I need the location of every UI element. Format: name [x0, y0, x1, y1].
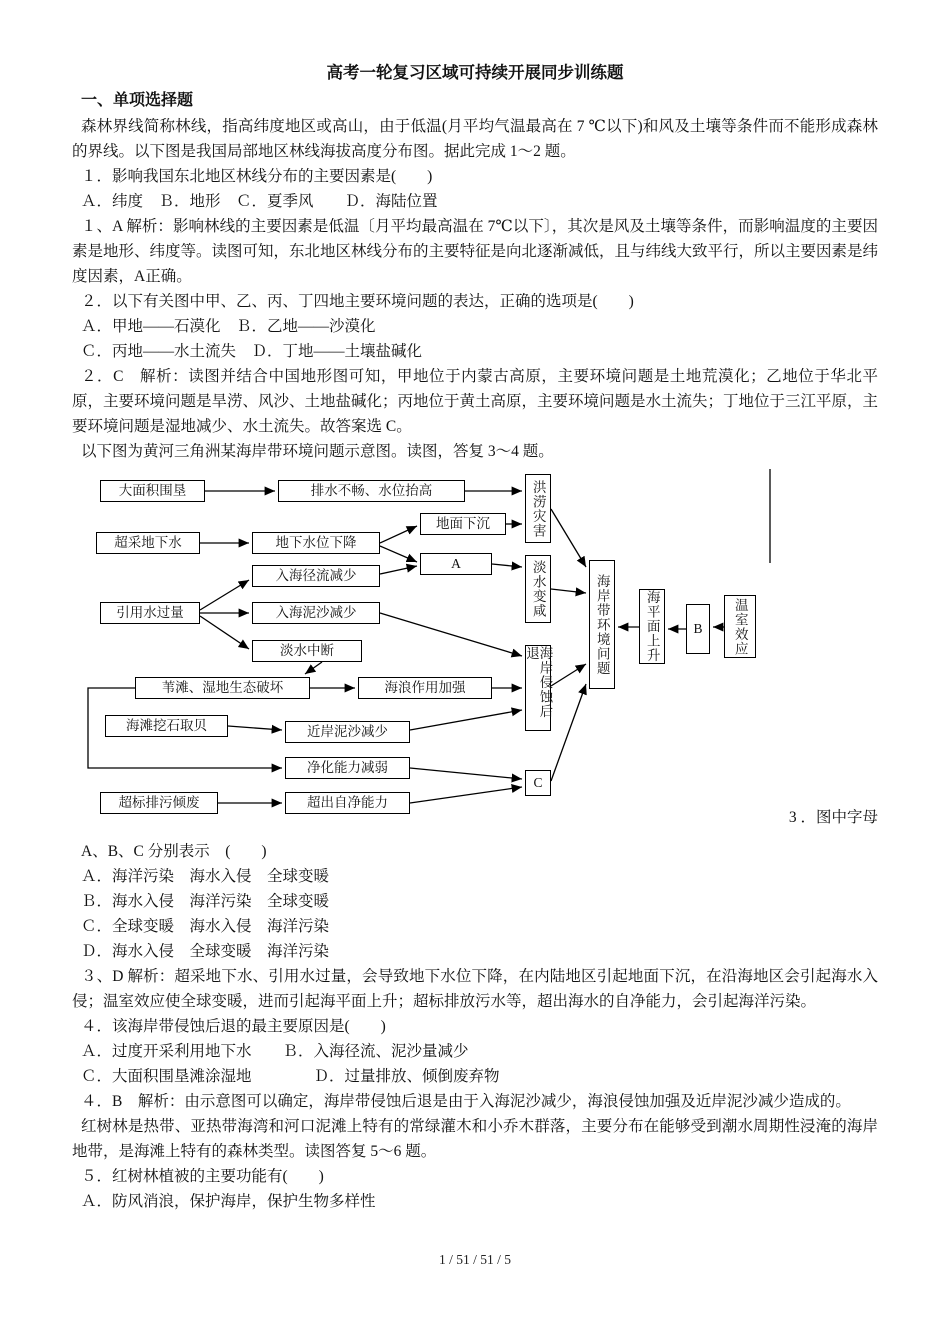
- flow-box-coastal-zone-problems: 海岸带环境问题: [589, 560, 615, 689]
- flow-box-groundwater-overdraft: 超采地下水: [96, 532, 200, 554]
- flowchart: [85, 467, 785, 839]
- flow-box-coast-erosion-retreat: 海岸侵蚀后退: [525, 645, 551, 731]
- flow-arrow: [380, 613, 522, 656]
- q3-stem-part1: 3 ．图中字母: [788, 809, 878, 826]
- q5-stem: ５．红树林植被的主要功能有( ): [81, 1168, 324, 1185]
- q2-options-ab: Ａ．甲地——石漠化 Ｂ．乙地——沙漠化: [81, 318, 376, 335]
- flow-arrow: [380, 546, 417, 562]
- flow-arrow: [200, 616, 249, 649]
- document-title: 高考一轮复习区域可持续开展同步训练题: [326, 63, 624, 82]
- section-heading: 一、单项选择题: [81, 92, 194, 109]
- flow-box-water-diversion-excess: 引用水过量: [100, 602, 200, 624]
- q4-stem: ４．该海岸带侵蚀后退的最主要原因是( ): [81, 1018, 386, 1035]
- q3-option-b: Ｂ．海水入侵 海洋污染 全球变暖: [81, 893, 330, 910]
- flow-box-wave-action-strengthen: 海浪作用加强: [358, 677, 492, 699]
- flow-arrow: [305, 662, 322, 674]
- flow-box-flood-disaster: 洪涝灾害: [525, 474, 551, 543]
- intro-mangrove: 红树林是热带、亚热带海湾和河口泥滩上特有的常绿灌木和小乔木群落，主要分布在能够受到潮水周期性浸淹的海岸地带，是海滩上特有的森林类型。读图答复 5～6 题。: [72, 1118, 878, 1160]
- flow-box-large-area-reclamation: 大面积围垦: [100, 480, 205, 502]
- coastal-problems-diagram: [72, 467, 878, 839]
- q2-stem: ２．以下有关图中甲、乙、丙、丁四地主要环境问题的表达，正确的选项是( ): [81, 293, 634, 310]
- flow-box-letter-c: C: [525, 770, 551, 796]
- flow-arrow: [380, 526, 417, 543]
- flow-box-purification-weaken: 净化能力减弱: [285, 757, 410, 779]
- q3-stem-part2: A、B、C 分别表示 ( ): [81, 843, 267, 860]
- flow-box-sewage-waste-dumping: 超标排污倾废: [100, 792, 218, 814]
- q1-answer-explanation: １、A 解析：影响林线的主要因素是低温〔月平均最高温在 7℃以下〕，其次是风及土壤等条件，而影响温度的主要因素是地形、纬度等。读图可知，东北地区林线分布的主要特征是向北逐渐减低，且与纬线大致平行，所以主要因素是纬度因素，A正确。: [72, 218, 879, 285]
- flow-box-freshwater-cutoff: 淡水中断: [252, 640, 362, 662]
- flow-arrow: [200, 580, 249, 610]
- q1-options: Ａ．纬度 Ｂ．地形 Ｃ．夏季风 Ｄ．海陆位置: [81, 193, 438, 210]
- flow-box-letter-b: B: [686, 604, 710, 654]
- flow-box-beach-stone-shell-digging: 海滩挖石取贝: [105, 715, 228, 737]
- intro-diagram: 以下图为黄河三角洲某海岸带环境问题示意图。读图，答复 3～4 题。: [81, 443, 554, 460]
- q5-option-a: Ａ．防风消浪，保护海岸，保护生物多样性: [81, 1193, 376, 1210]
- flow-box-poor-drainage-water-rise: 排水不畅、水位抬高: [278, 480, 465, 502]
- flow-arrow: [410, 768, 522, 779]
- flow-box-wetland-ecology-destruction: 苇滩、湿地生态破坏: [135, 677, 310, 699]
- flow-box-sea-level-rise: 海平面上升: [639, 589, 665, 664]
- q4-answer-explanation: ４．B 解析：由示意图可以确定，海岸带侵蚀后退是由于入海泥沙减少，海浪侵蚀加强及近岸泥沙减少造成的。: [81, 1093, 851, 1110]
- q3-option-a: Ａ．海洋污染 海水入侵 全球变暖: [81, 868, 330, 885]
- flow-arrow: [492, 564, 522, 567]
- flow-arrow: [551, 509, 586, 567]
- q1-stem: １．影响我国东北地区林线分布的主要因素是( ): [81, 168, 433, 185]
- flow-arrow: [228, 726, 282, 730]
- q3-option-d: Ｄ．海水入侵 全球变暖 海洋污染: [81, 943, 330, 960]
- intro-forest-line: 森林界线简称林线，指高纬度地区或高山，由于低温(月平均气温最高在 7 ℃以下)和风及土壤等条件而不能形成森林的界线。以下图是我国局部地区林线海拔高度分布图。据此完成 1～2 题。: [72, 118, 878, 160]
- flow-box-freshwater-salinization: 淡水变咸: [525, 555, 551, 623]
- q3-option-c: Ｃ．全球变暖 海水入侵 海洋污染: [81, 918, 330, 935]
- flow-arrow: [551, 589, 586, 593]
- flow-box-nearshore-sediment-decrease: 近岸泥沙减少: [285, 721, 410, 743]
- flow-arrow: [551, 664, 586, 686]
- flow-box-runoff-into-sea-decrease: 入海径流减少: [252, 565, 380, 587]
- flow-box-greenhouse-effect: 温室效应: [724, 595, 756, 658]
- flow-arrow: [410, 710, 522, 730]
- flow-box-ground-subsidence: 地面下沉: [420, 513, 506, 535]
- q2-options-cd: Ｃ．丙地——水土流失 Ｄ．丁地——土壤盐碱化: [81, 343, 423, 360]
- flow-arrow: [551, 684, 586, 781]
- q2-answer-explanation: ２．C 解析：读图并结合中国地形图可知，甲地位于内蒙古高原，主要环境问题是土地荒漠化；乙地位于华北平原，主要环境问题是旱涝、风沙、土地盐碱化；丙地位于黄土高原，主要环境问题是水土流失；丁地位于三江平原，主要环境问题是湿地减少、水土流失。故答案选 C。: [72, 368, 879, 435]
- flow-arrow: [380, 566, 417, 574]
- flow-arrow: [410, 787, 522, 803]
- flow-box-groundwater-level-drop: 地下水位下降: [252, 532, 380, 554]
- flow-box-letter-a: A: [420, 553, 492, 575]
- q4-options-cd: Ｃ．大面积围垦滩涂湿地 Ｄ．过量排放、倾倒废弃物: [81, 1068, 500, 1085]
- q4-options-ab: Ａ．过度开采利用地下水 Ｂ．入海径流、泥沙量减少: [81, 1043, 469, 1060]
- flow-box-exceed-self-purification: 超出自净能力: [285, 792, 410, 814]
- page-number: 1 / 51 / 51 / 5: [438, 1252, 511, 1267]
- flow-box-sediment-into-sea-decrease: 入海泥沙减少: [252, 602, 380, 624]
- q3-answer-explanation: ３、D 解析：超采地下水、引用水过量，会导致地下水位下降，在内陆地区引起地面下沉，在沿海地区会引起海水入侵；温室效应使全球变暖，进而引起海平面上升；超标排放污水等，超出海水的自净能力，会引起海洋污染。: [72, 968, 878, 1010]
